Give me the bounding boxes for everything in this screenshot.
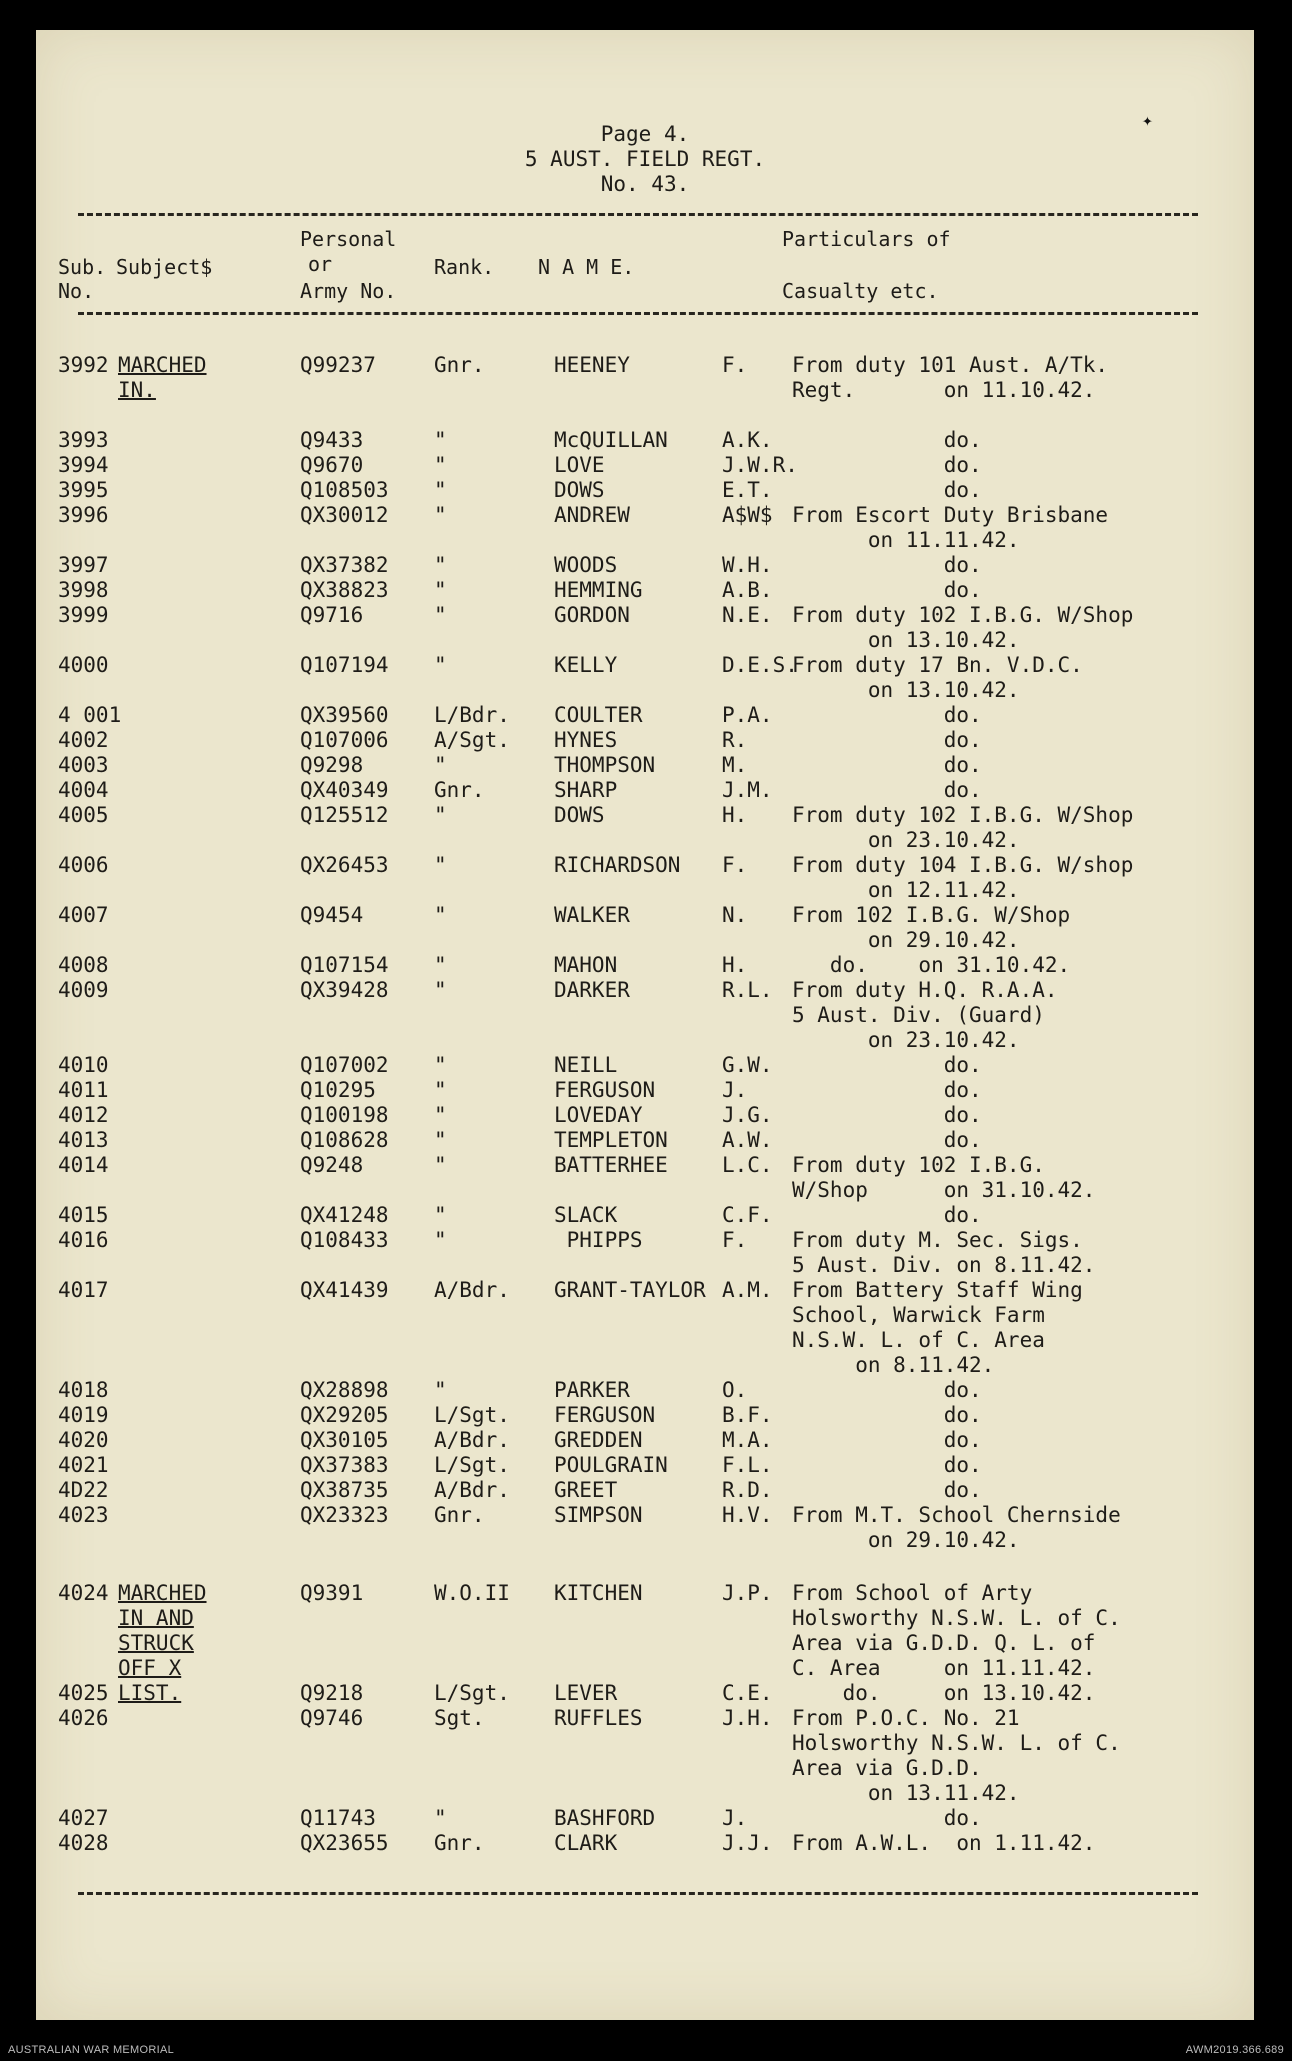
row-army-no: QX23655 bbox=[300, 1831, 389, 1855]
row-name: HEENEY bbox=[554, 353, 630, 377]
row-army-no: Q108628 bbox=[300, 1128, 389, 1152]
row-name: PHIPPS bbox=[554, 1228, 643, 1252]
row-rank: " bbox=[434, 553, 447, 577]
row-particulars-line: do. bbox=[792, 1103, 982, 1127]
row-rank: A/Bdr. bbox=[434, 1278, 510, 1302]
row-initials: J.P. bbox=[722, 1581, 773, 1605]
row-particulars-line: 5 Aust. Div. (Guard) bbox=[792, 1003, 1045, 1027]
row-sub-no: 3992 bbox=[58, 353, 109, 377]
row-army-no: Q9433 bbox=[300, 428, 364, 452]
row-particulars-line: on 11.11.42. bbox=[792, 528, 1020, 552]
row-initials: A.K. bbox=[722, 428, 773, 452]
row-particulars-line: From M.T. School Chernside bbox=[792, 1503, 1121, 1527]
row-rank: " bbox=[434, 1053, 447, 1077]
row-particulars-line: N.S.W. L. of C. Area bbox=[792, 1328, 1045, 1352]
row-sub-no: 3993 bbox=[58, 428, 109, 452]
row-particulars-line: do. bbox=[792, 1806, 982, 1830]
row-initials: J.M. bbox=[722, 778, 773, 802]
row-particulars-line: do. bbox=[792, 1478, 982, 1502]
row-sub-no: 4 001 bbox=[58, 703, 122, 727]
row-sub-no: 4015 bbox=[58, 1203, 109, 1227]
row-particulars-line: From P.O.C. No. 21 bbox=[792, 1706, 1020, 1730]
row-rank: L/Sgt. bbox=[434, 1453, 510, 1477]
row-rank: Gnr. bbox=[434, 1831, 485, 1855]
row-rank: " bbox=[434, 753, 447, 777]
row-particulars-line: From duty 101 Aust. A/Tk. bbox=[792, 353, 1109, 377]
row-sub-no: 4007 bbox=[58, 903, 109, 927]
row-sub-no: 4027 bbox=[58, 1806, 109, 1830]
row-particulars-line: do. bbox=[792, 728, 982, 752]
row-name: GREDDEN bbox=[554, 1428, 643, 1452]
row-initials: F. bbox=[722, 1228, 748, 1252]
row-army-no: QX39560 bbox=[300, 703, 389, 727]
footer-left: AUSTRALIAN WAR MEMORIAL bbox=[8, 2044, 175, 2056]
section-2-label-2: IN AND bbox=[118, 1606, 194, 1630]
row-particulars-line: do. bbox=[792, 478, 982, 502]
row-rank: Gnr. bbox=[434, 353, 485, 377]
row-rank: " bbox=[434, 453, 447, 477]
row-sub-no: 4013 bbox=[58, 1128, 109, 1152]
row-sub-no: 4004 bbox=[58, 778, 109, 802]
row-particulars-line: Holsworthy N.S.W. L. of C. bbox=[792, 1731, 1121, 1755]
row-name: SHARP bbox=[554, 778, 618, 802]
row-army-no: Q9716 bbox=[300, 603, 364, 627]
row-initials: H.V. bbox=[722, 1503, 773, 1527]
col-name: N A M E. bbox=[538, 255, 635, 279]
row-particulars-line: do. bbox=[792, 1378, 982, 1402]
row-sub-no: 3997 bbox=[58, 553, 109, 577]
row-particulars-line: do. bbox=[792, 1403, 982, 1427]
row-rank: " bbox=[434, 903, 447, 927]
col-sub-no-1: Sub. bbox=[58, 255, 107, 279]
ink-mark-icon: ✦ bbox=[1142, 110, 1153, 131]
col-sub-no-2: No. bbox=[58, 279, 95, 303]
row-initials: J.H. bbox=[722, 1706, 773, 1730]
row-army-no: Q100198 bbox=[300, 1103, 389, 1127]
header-divider bbox=[78, 312, 1198, 315]
row-initials: J. bbox=[722, 1078, 748, 1102]
row-name: FERGUSON bbox=[554, 1403, 656, 1427]
row-sub-no: 3996 bbox=[58, 503, 109, 527]
col-army-2: or bbox=[308, 252, 333, 276]
row-sub-no: 4D22 bbox=[58, 1478, 109, 1502]
row-particulars-line: on 13.10.42. bbox=[792, 678, 1020, 702]
row-sub-no: 3995 bbox=[58, 478, 109, 502]
row-army-no: Q9391 bbox=[300, 1581, 364, 1605]
document-page bbox=[36, 30, 1254, 2020]
row-sub-no: 4028 bbox=[58, 1831, 109, 1855]
row-rank: " bbox=[434, 953, 447, 977]
row-sub-no: 4008 bbox=[58, 953, 109, 977]
row-army-no: Q108503 bbox=[300, 478, 389, 502]
row-particulars-line: From School of Arty bbox=[792, 1581, 1033, 1605]
row-sub-no: 3994 bbox=[58, 453, 109, 477]
row-army-no: QX37383 bbox=[300, 1453, 389, 1477]
row-particulars-line: Area via G.D.D. bbox=[792, 1756, 982, 1780]
row-particulars-line: 5 Aust. Div. on 8.11.42. bbox=[792, 1253, 1096, 1277]
row-army-no: QX30012 bbox=[300, 503, 389, 527]
row-name: McQUILLAN bbox=[554, 428, 668, 452]
row-initials: E.T. bbox=[722, 478, 773, 502]
row-particulars-line: From 102 I.B.G. W/Shop bbox=[792, 903, 1071, 927]
row-sub-no: 4002 bbox=[58, 728, 109, 752]
row-particulars-line: on 13.11.42. bbox=[792, 1781, 1020, 1805]
row-sub-no: 4023 bbox=[58, 1503, 109, 1527]
row-particulars-line: Regt. on 11.10.42. bbox=[792, 378, 1096, 402]
row-rank: " bbox=[434, 603, 447, 627]
row-particulars-line: do. bbox=[792, 1078, 982, 1102]
row-rank: " bbox=[434, 1806, 447, 1830]
row-sub-no: 4017 bbox=[58, 1278, 109, 1302]
row-initials: R.D. bbox=[722, 1478, 773, 1502]
row-rank: W.O.II bbox=[434, 1581, 510, 1605]
row-army-no: QX40349 bbox=[300, 778, 389, 802]
section-2-label-5: LIST. bbox=[118, 1681, 182, 1705]
row-initials: C.E. bbox=[722, 1681, 773, 1705]
row-name: LEVER bbox=[554, 1681, 618, 1705]
row-name: DARKER bbox=[554, 978, 630, 1002]
row-initials: P.A. bbox=[722, 703, 773, 727]
row-particulars-line: do. bbox=[792, 428, 982, 452]
page-number: Page 4. bbox=[600, 122, 690, 146]
row-particulars-line: on 12.11.42. bbox=[792, 878, 1020, 902]
row-particulars-line: C. Area on 11.11.42. bbox=[792, 1656, 1096, 1680]
row-particulars-line: on 13.10.42. bbox=[792, 628, 1020, 652]
row-sub-no: 3999 bbox=[58, 603, 109, 627]
row-initials: J.W.R. bbox=[722, 453, 798, 477]
order-number: No. 43. bbox=[600, 172, 690, 196]
row-rank: " bbox=[434, 853, 447, 877]
row-sub-no: 4026 bbox=[58, 1706, 109, 1730]
row-sub-no: 4011 bbox=[58, 1078, 109, 1102]
row-sub-no: 4018 bbox=[58, 1378, 109, 1402]
col-army-1: Personal bbox=[300, 227, 397, 251]
row-rank: Gnr. bbox=[434, 1503, 485, 1527]
row-army-no: Q9248 bbox=[300, 1153, 364, 1177]
row-name: ANDREW bbox=[554, 503, 630, 527]
row-initials: M.A. bbox=[722, 1428, 773, 1452]
row-sub-no: 4006 bbox=[58, 853, 109, 877]
row-name: SIMPSON bbox=[554, 1503, 643, 1527]
row-initials: R. bbox=[722, 728, 748, 752]
row-initials: N.E. bbox=[722, 603, 773, 627]
bottom-divider bbox=[78, 1892, 1198, 1895]
row-particulars-line: do. on 13.10.42. bbox=[792, 1681, 1096, 1705]
row-army-no: QX26453 bbox=[300, 853, 389, 877]
row-particulars-line: do. bbox=[792, 778, 982, 802]
row-name: DOWS bbox=[554, 478, 605, 502]
row-name: RICHARDSON bbox=[554, 853, 681, 877]
row-name: HYNES bbox=[554, 728, 618, 752]
row-army-no: QX29205 bbox=[300, 1403, 389, 1427]
row-particulars-line: on 23.10.42. bbox=[792, 828, 1020, 852]
row-initials: D.E.S. bbox=[722, 653, 798, 677]
row-particulars-line: do. bbox=[792, 753, 982, 777]
row-particulars-line: From duty 102 I.B.G. W/Shop bbox=[792, 803, 1134, 827]
row-name: GORDON bbox=[554, 603, 630, 627]
row-army-no: QX41248 bbox=[300, 1203, 389, 1227]
row-sub-no: 4016 bbox=[58, 1228, 109, 1252]
row-initials: G.W. bbox=[722, 1053, 773, 1077]
row-initials: A.W. bbox=[722, 1128, 773, 1152]
row-rank: Sgt. bbox=[434, 1706, 485, 1730]
row-initials: F. bbox=[722, 353, 748, 377]
row-army-no: Q125512 bbox=[300, 803, 389, 827]
row-sub-no: 4025 bbox=[58, 1681, 109, 1705]
row-initials: A.B. bbox=[722, 578, 773, 602]
row-name: COULTER bbox=[554, 703, 643, 727]
row-army-no: Q107194 bbox=[300, 653, 389, 677]
row-army-no: Q9670 bbox=[300, 453, 364, 477]
row-name: TEMPLETON bbox=[554, 1128, 668, 1152]
row-initials: F.L. bbox=[722, 1453, 773, 1477]
row-particulars-line: on 29.10.42. bbox=[792, 1528, 1020, 1552]
row-rank: " bbox=[434, 1103, 447, 1127]
row-initials: A.M. bbox=[722, 1278, 773, 1302]
top-divider bbox=[78, 213, 1198, 216]
row-initials: J. bbox=[722, 1806, 748, 1830]
row-name: THOMPSON bbox=[554, 753, 656, 777]
row-name: GREET bbox=[554, 1478, 618, 1502]
row-sub-no: 4003 bbox=[58, 753, 109, 777]
section-2-label: MARCHED bbox=[118, 1581, 207, 1605]
row-particulars-line: From duty 102 I.B.G. W/Shop bbox=[792, 603, 1134, 627]
row-rank: L/Bdr. bbox=[434, 703, 510, 727]
row-rank: " bbox=[434, 803, 447, 827]
row-army-no: QX23323 bbox=[300, 1503, 389, 1527]
row-rank: " bbox=[434, 978, 447, 1002]
row-rank: " bbox=[434, 1078, 447, 1102]
row-sub-no: 4005 bbox=[58, 803, 109, 827]
row-army-no: Q10295 bbox=[300, 1078, 376, 1102]
row-army-no: QX28898 bbox=[300, 1378, 389, 1402]
col-army-3: Army No. bbox=[300, 279, 397, 303]
row-sub-no: 4020 bbox=[58, 1428, 109, 1452]
row-sub-no: 3998 bbox=[58, 578, 109, 602]
row-particulars-line: do. bbox=[792, 1203, 982, 1227]
row-particulars-line: From Battery Staff Wing bbox=[792, 1278, 1083, 1302]
row-particulars-line: Holsworthy N.S.W. L. of C. bbox=[792, 1606, 1121, 1630]
row-name: LOVE bbox=[554, 453, 605, 477]
row-sub-no: 4009 bbox=[58, 978, 109, 1002]
row-particulars-line: From duty H.Q. R.A.A. bbox=[792, 978, 1058, 1002]
row-sub-no: 4000 bbox=[58, 653, 109, 677]
row-rank: " bbox=[434, 428, 447, 452]
row-name: KELLY bbox=[554, 653, 618, 677]
col-subject: Subject$ bbox=[116, 255, 213, 279]
row-army-no: Q107154 bbox=[300, 953, 389, 977]
row-particulars-line: do. on 31.10.42. bbox=[792, 953, 1071, 977]
row-particulars-line: do. bbox=[792, 1053, 982, 1077]
row-army-no: Q107006 bbox=[300, 728, 389, 752]
row-initials: J.G. bbox=[722, 1103, 773, 1127]
row-rank: " bbox=[434, 1153, 447, 1177]
row-particulars-line: From Escort Duty Brisbane bbox=[792, 503, 1109, 527]
row-army-no: Q99237 bbox=[300, 353, 376, 377]
row-initials: O. bbox=[722, 1378, 748, 1402]
row-particulars-line: on 29.10.42. bbox=[792, 928, 1020, 952]
row-name: MAHON bbox=[554, 953, 618, 977]
row-name: CLARK bbox=[554, 1831, 618, 1855]
row-initials: N. bbox=[722, 903, 748, 927]
row-name: WOODS bbox=[554, 553, 618, 577]
row-name: NEILL bbox=[554, 1053, 618, 1077]
row-sub-no: 4019 bbox=[58, 1403, 109, 1427]
row-particulars-line: on 8.11.42. bbox=[792, 1353, 995, 1377]
row-rank: " bbox=[434, 1228, 447, 1252]
row-rank: A/Bdr. bbox=[434, 1478, 510, 1502]
row-particulars-line: do. bbox=[792, 578, 982, 602]
footer-right: AWM2019.366.689 bbox=[1185, 2044, 1284, 2056]
row-name: RUFFLES bbox=[554, 1706, 643, 1730]
row-initials: B.F. bbox=[722, 1403, 773, 1427]
row-name: DOWS bbox=[554, 803, 605, 827]
row-sub-no: 4012 bbox=[58, 1103, 109, 1127]
row-rank: " bbox=[434, 478, 447, 502]
row-rank: " bbox=[434, 1203, 447, 1227]
row-army-no: QX30105 bbox=[300, 1428, 389, 1452]
row-rank: A/Bdr. bbox=[434, 1428, 510, 1452]
col-particulars-2: Casualty etc. bbox=[782, 279, 939, 303]
row-initials: H. bbox=[722, 953, 748, 977]
row-army-no: Q9298 bbox=[300, 753, 364, 777]
row-name: PARKER bbox=[554, 1378, 630, 1402]
row-sub-no: 4010 bbox=[58, 1053, 109, 1077]
row-army-no: Q11743 bbox=[300, 1806, 376, 1830]
row-particulars-line: do. bbox=[792, 1128, 982, 1152]
row-particulars-line: From duty 17 Bn. V.D.C. bbox=[792, 653, 1083, 677]
row-particulars-line: From duty M. Sec. Sigs. bbox=[792, 1228, 1083, 1252]
row-initials: C.F. bbox=[722, 1203, 773, 1227]
row-particulars-line: From A.W.L. on 1.11.42. bbox=[792, 1831, 1096, 1855]
row-army-no: Q9218 bbox=[300, 1681, 364, 1705]
row-rank: L/Sgt. bbox=[434, 1681, 510, 1705]
row-initials: A$W$ bbox=[722, 503, 773, 527]
row-rank: Gnr. bbox=[434, 778, 485, 802]
row-particulars-line: do. bbox=[792, 453, 982, 477]
row-rank: A/Sgt. bbox=[434, 728, 510, 752]
row-army-no: QX41439 bbox=[300, 1278, 389, 1302]
row-name: BATTERHEE bbox=[554, 1153, 668, 1177]
row-name: KITCHEN bbox=[554, 1581, 643, 1605]
section-2-label-3: STRUCK bbox=[118, 1631, 194, 1655]
row-particulars-line: do. bbox=[792, 553, 982, 577]
row-name: HEMMING bbox=[554, 578, 643, 602]
row-sub-no: 4021 bbox=[58, 1453, 109, 1477]
row-rank: " bbox=[434, 1378, 447, 1402]
row-army-no: Q9454 bbox=[300, 903, 364, 927]
row-rank: " bbox=[434, 503, 447, 527]
row-name: GRANT-TAYLOR bbox=[554, 1278, 706, 1302]
row-name: POULGRAIN bbox=[554, 1453, 668, 1477]
col-particulars-1: Particulars of bbox=[782, 227, 951, 251]
row-army-no: Q9746 bbox=[300, 1706, 364, 1730]
row-name: BASHFORD bbox=[554, 1806, 656, 1830]
row-initials: H. bbox=[722, 803, 748, 827]
row-army-no: QX37382 bbox=[300, 553, 389, 577]
row-particulars-line: School, Warwick Farm bbox=[792, 1303, 1045, 1327]
row-name: WALKER bbox=[554, 903, 630, 927]
section-2-label-4: OFF X bbox=[118, 1656, 182, 1680]
row-rank: " bbox=[434, 578, 447, 602]
row-initials: J.J. bbox=[722, 1831, 773, 1855]
row-army-no: QX39428 bbox=[300, 978, 389, 1002]
row-rank: " bbox=[434, 1128, 447, 1152]
row-sub-no: 4014 bbox=[58, 1153, 109, 1177]
section-1-label: MARCHED bbox=[118, 353, 207, 377]
section-1-label-2: IN. bbox=[118, 378, 156, 402]
row-particulars-line: From duty 104 I.B.G. W/shop bbox=[792, 853, 1134, 877]
row-army-no: QX38823 bbox=[300, 578, 389, 602]
row-particulars-line: do. bbox=[792, 1453, 982, 1477]
row-initials: M. bbox=[722, 753, 748, 777]
row-particulars-line: do. bbox=[792, 703, 982, 727]
row-rank: " bbox=[434, 653, 447, 677]
row-army-no: QX38735 bbox=[300, 1478, 389, 1502]
row-initials: R.L. bbox=[722, 978, 773, 1002]
row-particulars-line: do. bbox=[792, 1428, 982, 1452]
row-sub-no: 4024 bbox=[58, 1581, 109, 1605]
col-rank: Rank. bbox=[434, 255, 495, 279]
row-army-no: Q108433 bbox=[300, 1228, 389, 1252]
row-particulars-line: From duty 102 I.B.G. bbox=[792, 1153, 1045, 1177]
row-particulars-line: W/Shop on 31.10.42. bbox=[792, 1178, 1096, 1202]
row-name: FERGUSON bbox=[554, 1078, 656, 1102]
row-name: LOVEDAY bbox=[554, 1103, 643, 1127]
row-initials: F. bbox=[722, 853, 748, 877]
row-particulars-line: on 23.10.42. bbox=[792, 1028, 1020, 1052]
row-initials: L.C. bbox=[722, 1153, 773, 1177]
row-initials: W.H. bbox=[722, 553, 773, 577]
row-rank: L/Sgt. bbox=[434, 1403, 510, 1427]
row-particulars-line: Area via G.D.D. Q. L. of bbox=[792, 1631, 1096, 1655]
unit-title: 5 AUST. FIELD REGT. bbox=[524, 147, 766, 171]
row-army-no: Q107002 bbox=[300, 1053, 389, 1077]
row-name: SLACK bbox=[554, 1203, 618, 1227]
